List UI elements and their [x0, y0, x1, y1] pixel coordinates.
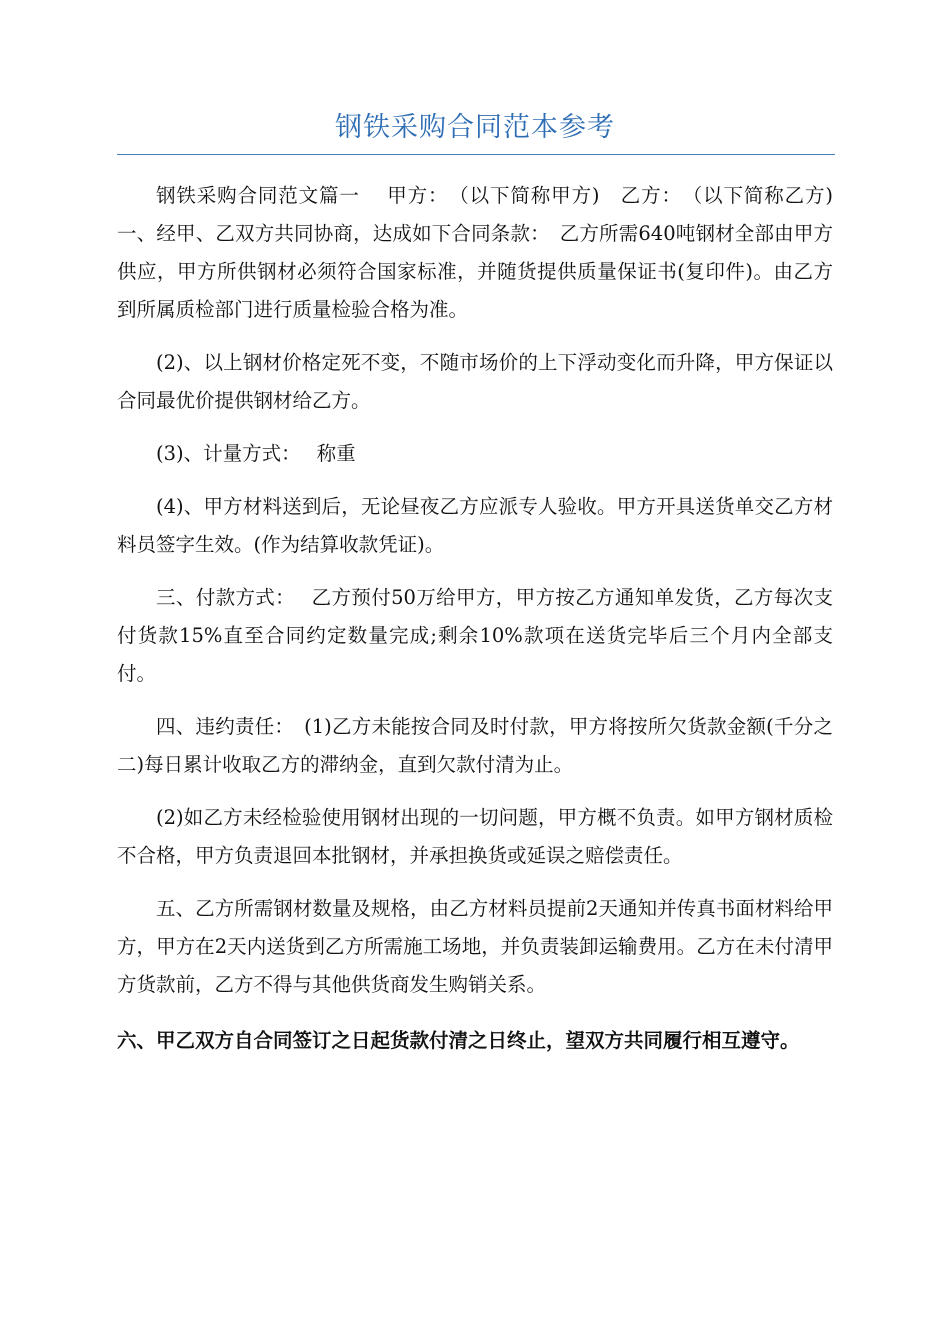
document-body — [117, 177, 853, 1060]
document-page — [117, 108, 853, 1075]
document-title: 钢铁采购合同范本参考 — [335, 112, 615, 143]
paragraph-payment: 三、付款方式： 乙方预付50万给甲方，甲方按乙方通知单发货，乙方每次支付货款15%直至合同约定数量完成;剩余10%款项在送货完毕后三个月内全部支付。 — [117, 586, 833, 685]
paragraph-intro: 钢铁采购合同范文篇一 甲方： （以下简称甲方) 乙方： （以下简称乙方) 一、经甲、乙双方共同协商，达成如下合同条款： 乙方所需640吨钢材全部由甲方供应，甲方所供钢材必须符合国家标准，并随货提供质量保证书(复印件)。由乙方到所属质检部门进行质量检验合格为准。 — [117, 184, 853, 321]
paragraph-liability-2: (2)如乙方未经检验使用钢材出现的一切问题，甲方概不负责。如甲方钢材质检不合格，甲方负责退回本批钢材，并承担换货或延误之赔偿责任。 — [117, 806, 833, 867]
paragraph-term: 六、甲乙双方自合同签订之日起货款付清之日终止，望双方共同履行相互遵守。 — [117, 1029, 800, 1052]
paragraph-liability-1: 四、违约责任： (1)乙方未能按合同及时付款，甲方将按所欠货款金额(千分之二)每日累计收取乙方的滞纳金，直到欠款付清为止。 — [117, 715, 833, 776]
title-divider — [117, 154, 835, 155]
paragraph-measurement: (3)、计量方式： 称重 — [156, 442, 356, 465]
paragraph-acceptance: (4)、甲方材料送到后，无论昼夜乙方应派专人验收。甲方开具送货单交乙方材料员签字生效。(作为结算收款凭证)。 — [117, 495, 833, 556]
paragraph-price-clause: (2)、以上钢材价格定死不变，不随市场价的上下浮动变化而升降，甲方保证以合同最优价提供钢材给乙方。 — [117, 351, 833, 412]
paragraph-quantity-spec: 五、乙方所需钢材数量及规格，由乙方材料员提前2天通知并传真书面材料给甲方，甲方在2天内送货到乙方所需施工场地，并负责装卸运输费用。乙方在未付清甲方货款前，乙方不得与其他供货商发生购销关系。 — [117, 897, 833, 996]
